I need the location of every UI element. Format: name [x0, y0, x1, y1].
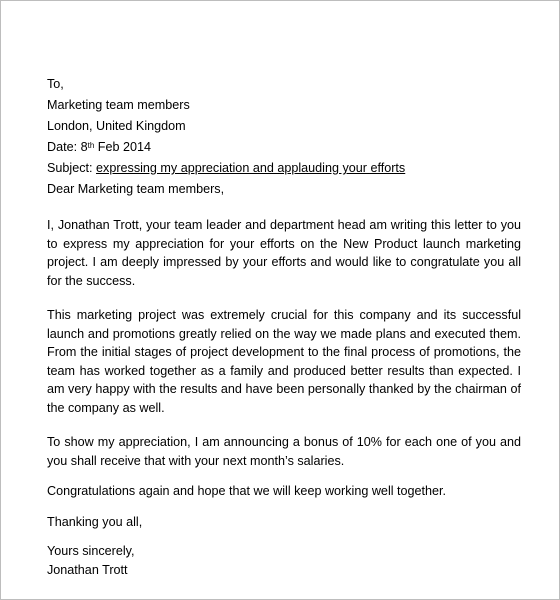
subject-line: [47, 158, 521, 179]
salutation: Dear Marketing team members,: [47, 182, 225, 196]
paragraph-congratulations: Congratulations again and hope that we will keep working well together.: [47, 484, 447, 498]
to-label: To,: [47, 77, 64, 91]
date-ordinal-suffix: th: [87, 141, 95, 150]
subject-text: expressing my appreciation and applauding your efforts: [96, 161, 406, 175]
closing-line: Yours sincerely,: [47, 544, 135, 558]
date-suffix: Feb 2014: [94, 140, 151, 154]
paragraph-thanks: Thanking you all,: [47, 514, 143, 529]
location-line: London, United Kingdom: [47, 119, 186, 133]
subject-label: Subject:: [47, 161, 97, 175]
paragraph-intro: I, Jonathan Trott, your team leader and department head am writing this letter to you to express my appreciation for your efforts on the New Product launch marketing project. I am deeply impressed by your efforts and would like to congratulate you all for the success.: [47, 218, 521, 288]
paragraph-project: This marketing project was extremely crucial for this company and its successful launch and promotions greatly relied on the way we made plans and executed them. From the initial stages of project development to the final process of promotions, the team has worked together as a family and produced better results than expected. I am very happy with the results and have been personally thanked by the chairman of the company as well.: [47, 308, 521, 415]
paragraph-bonus: To show my appreciation, I am announcing a bonus of 10% for each one of you and you shall receive that with your next month’s salaries.: [47, 435, 521, 468]
signature-name: Jonathan Trott: [47, 562, 128, 577]
date-prefix: Date: 8: [47, 140, 88, 154]
date-line: [47, 137, 521, 158]
letter-body: [47, 74, 521, 579]
recipient-line: Marketing team members: [47, 98, 190, 112]
